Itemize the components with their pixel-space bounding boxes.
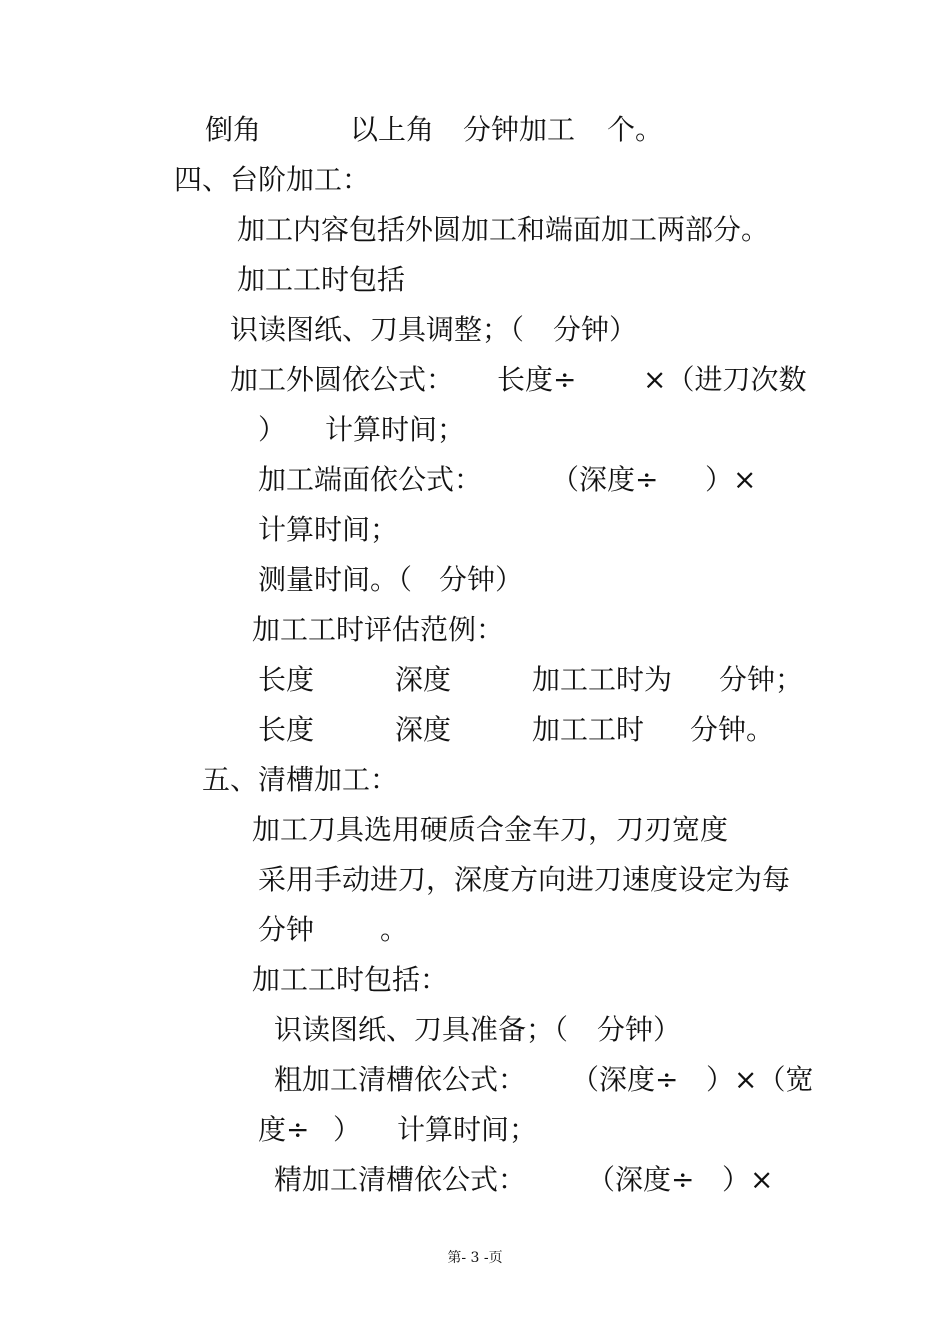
- text-segment: 计算时间；: [397, 1113, 538, 1146]
- text-line: [258, 1110, 538, 1150]
- text-segment: 五、清槽加工：: [202, 763, 399, 796]
- text-segment: 分钟加工: [463, 113, 576, 146]
- text-line: [252, 960, 472, 1000]
- text-line: [258, 710, 778, 750]
- text-line: [230, 360, 820, 400]
- text-segment: 加工工时评估范例：: [252, 613, 505, 646]
- text-line: [274, 1060, 814, 1100]
- text-line: [237, 260, 437, 300]
- text-line: [258, 460, 778, 500]
- text-segment: （深度÷: [587, 1163, 695, 1196]
- text-segment: 加工工时为: [532, 663, 673, 696]
- text-line: [258, 910, 458, 950]
- text-segment: 采用手动进刀，深度方向进刀速度设定为每: [258, 863, 791, 896]
- text-segment: 加工内容包括外圆加工和端面加工两部分。: [237, 213, 770, 246]
- text-segment: 长度÷: [497, 363, 577, 396]
- text-segment: ）: [258, 413, 287, 446]
- text-segment: 四、台阶加工：: [174, 163, 371, 196]
- text-segment: 计算时间；: [325, 413, 466, 446]
- text-segment: 测量时间。（: [258, 563, 413, 596]
- text-segment: 长度: [258, 663, 315, 696]
- text-segment: 粗加工清槽依公式：: [274, 1063, 527, 1096]
- text-line: [252, 610, 532, 650]
- text-segment: 加工工时: [532, 713, 645, 746]
- text-line: [258, 560, 538, 600]
- text-line: [274, 1160, 794, 1200]
- text-line: [258, 410, 478, 450]
- page-number: 第- 3 -页: [447, 1250, 503, 1266]
- section-heading: [174, 160, 374, 200]
- text-line: [258, 510, 418, 550]
- text-segment: ）: [333, 1113, 362, 1146]
- text-segment: ）×: [722, 1163, 774, 1196]
- text-segment: （深度÷: [571, 1063, 679, 1096]
- text-segment: 识读图纸、刀具准备；（: [274, 1013, 569, 1046]
- text-segment: 分钟；: [719, 663, 804, 696]
- text-segment: 分钟）: [553, 313, 638, 346]
- text-segment: 加工工时包括: [237, 263, 406, 296]
- text-line: [258, 860, 818, 900]
- section-heading: [202, 760, 402, 800]
- text-segment: 计算时间；: [258, 513, 399, 546]
- text-segment: 加工外圆依公式：: [230, 363, 455, 396]
- text-segment: ）×: [705, 463, 757, 496]
- text-segment: ×（进刀次数: [643, 363, 807, 396]
- text-segment: 分钟）: [597, 1013, 682, 1046]
- text-segment: 深度: [395, 713, 452, 746]
- text-line: [274, 1010, 694, 1050]
- text-line: [205, 110, 665, 150]
- text-segment: 度÷: [258, 1113, 310, 1146]
- text-segment: 分钟: [258, 913, 315, 946]
- text-segment: 精加工清槽依公式：: [274, 1163, 527, 1196]
- text-segment: 个。: [607, 113, 664, 146]
- text-segment: 倒角: [205, 113, 262, 146]
- text-segment: 。: [380, 913, 409, 946]
- text-segment: 加工端面依公式：: [258, 463, 483, 496]
- text-line: [230, 310, 650, 350]
- text-segment: 加工工时包括：: [252, 963, 449, 996]
- text-segment: 以上角: [350, 113, 435, 146]
- text-segment: 识读图纸、刀具调整；（: [230, 313, 525, 346]
- text-segment: 分钟。: [690, 713, 775, 746]
- text-segment: 深度: [395, 663, 452, 696]
- text-segment: 加工刀具选用硬质合金车刀，刀刃宽度: [252, 813, 729, 846]
- text-segment: ）×（宽: [706, 1063, 814, 1096]
- text-segment: 分钟）: [439, 563, 524, 596]
- text-segment: 长度: [258, 713, 315, 746]
- text-line: [258, 660, 804, 700]
- text-segment: （深度÷: [551, 463, 659, 496]
- text-line: [252, 810, 752, 850]
- text-line: [237, 210, 797, 250]
